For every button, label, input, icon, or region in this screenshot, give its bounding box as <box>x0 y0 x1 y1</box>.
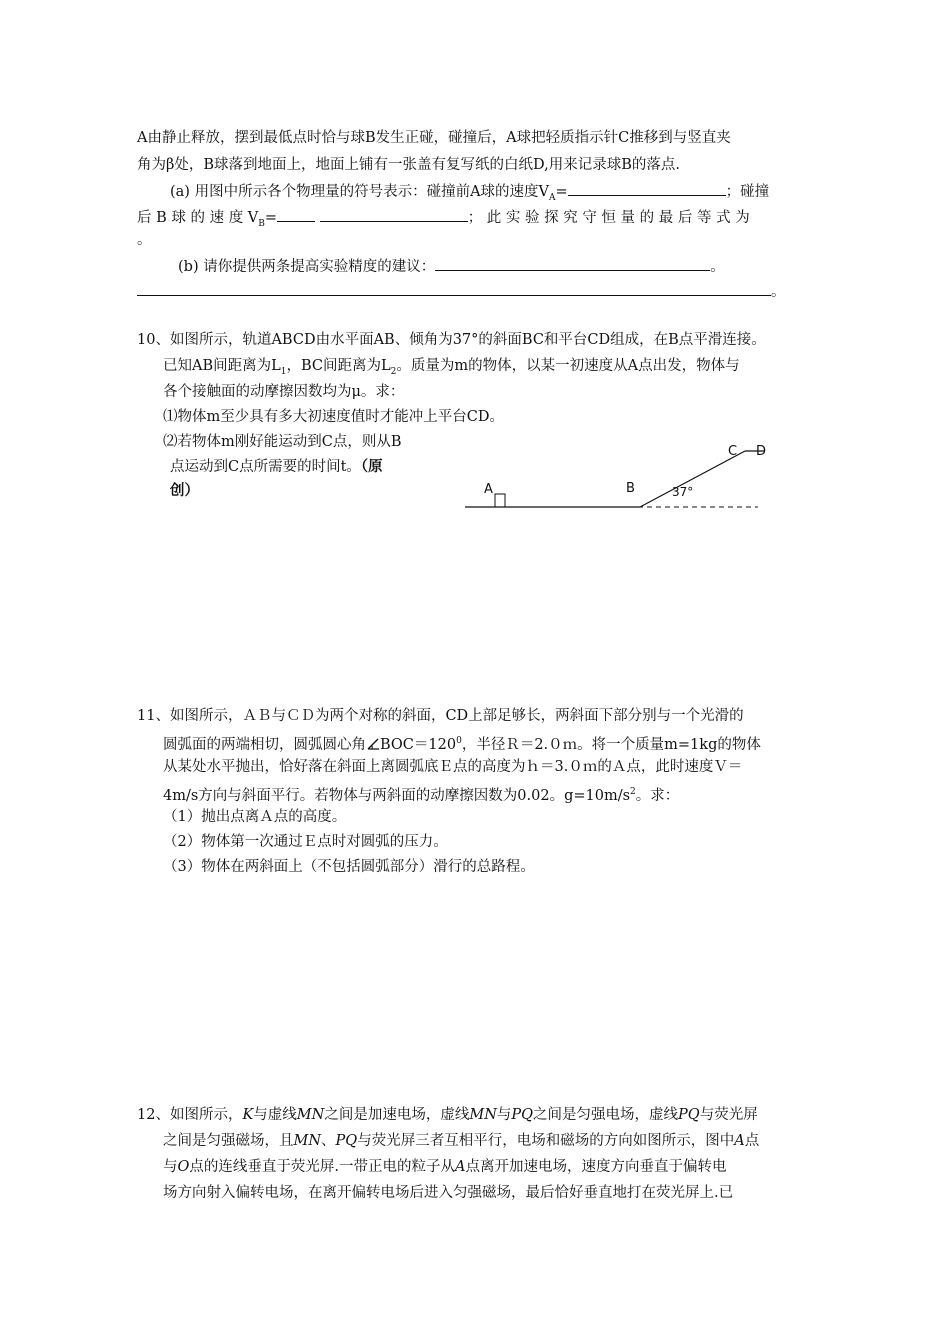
q10-track-diagram <box>460 436 770 516</box>
q9-a-eq: = <box>555 184 568 200</box>
q10-line-3: 各个接触面的动摩擦因数均为μ。求： <box>163 384 405 400</box>
q12-l1-c: 之间是加速电场，虚线 <box>324 1107 470 1123</box>
q12-l3-b: 点的连线垂直于荧光屏.一带正电的粒子从 <box>189 1159 455 1175</box>
q10-p2c-text: （原 <box>360 458 383 475</box>
answer-blank-va[interactable] <box>568 181 726 196</box>
q12-line-4: 场方向射入偏转电场，在离开偏转电场后进入匀强磁场，最后恰好垂直地打在荧光屏上.已 <box>163 1185 734 1201</box>
q11-line-4 <box>163 782 679 806</box>
q12-l2-mn: MN <box>293 1133 322 1149</box>
q12-l1-b: 与虚线 <box>253 1107 297 1123</box>
q9-part-a-line-1 <box>170 181 769 208</box>
q12-l2-a: 之间是匀强磁场，且 <box>163 1133 294 1149</box>
q9-part-b <box>178 256 725 277</box>
label-b: B <box>626 481 635 496</box>
answer-blank-vb-1[interactable] <box>277 207 315 222</box>
block-a <box>495 494 505 507</box>
q12-l3-a-pt: A <box>455 1159 466 1175</box>
q9-a2-mid: ； 此 实 验 探 究 守 恒 量 的 最 后 等 式 为 <box>467 210 750 226</box>
q9-a-text: (a) 用图中所示各个物理量的符号表示：碰撞前A球的速度V <box>170 184 550 200</box>
q10-part-2-b <box>170 457 383 477</box>
q12-l3-a: 与 <box>163 1159 178 1175</box>
q11-l2-pre: 圆弧面的两端相切，圆弧圆心角 <box>163 736 366 753</box>
q11-l4-sup: 2 <box>630 787 636 797</box>
q11-l2-post: BOC＝120 <box>380 736 457 753</box>
q11-part-1: （1）抛出点离Ａ点的高度。 <box>163 809 347 825</box>
angle-symbol-icon <box>366 737 380 751</box>
q9-a2-eq: = <box>264 210 278 226</box>
label-c: C <box>728 444 738 459</box>
answer-blank-suggestion-2[interactable] <box>137 281 771 296</box>
q12-l3-c: 点离开加速电场，速度方向垂直于偏转电 <box>465 1159 727 1175</box>
q12-l2-pq: PQ <box>335 1133 358 1149</box>
label-d: D <box>756 444 767 459</box>
q11-line-3: 从某处水平抛出，恰好落在斜面上离圆弧底Ｅ点的高度为ｈ＝3.０ｍ的Ａ点，此时速度Ｖ＝ <box>163 759 743 775</box>
q10-l2a: 已知AB间距离为L <box>163 358 281 374</box>
q10-line-2 <box>163 356 740 382</box>
q12-l1-f: 与荧光屏 <box>699 1107 758 1123</box>
q9-a-post: ；碰撞 <box>725 184 770 200</box>
q12-l3-o: O <box>177 1159 190 1175</box>
q11-l4-post: 。求： <box>635 787 680 804</box>
q10-l2b: ，BC间距离为L <box>286 358 391 374</box>
q12-line-2 <box>163 1131 759 1151</box>
q9-a2-sub: B <box>258 218 265 229</box>
q12-l2-d: 点 <box>744 1133 760 1149</box>
q11-line-2 <box>163 731 761 755</box>
angle-label: 37° <box>672 485 694 499</box>
q9-b-end: 。 <box>710 259 725 275</box>
q10-l2-sub2: 2 <box>390 366 397 377</box>
q10-p2b-text: 点运动到C点所需要的时间t。 <box>170 459 361 475</box>
q11-l2-sup: 0 <box>456 736 462 746</box>
q9-part-a-line-3: 。 <box>137 232 152 248</box>
q11-part-3: （3）物体在两斜面上（不包括圆弧部分）滑行的总路程。 <box>163 859 535 875</box>
q11-line-1: 11、如图所示，ＡＢ与ＣＤ为两个对称的斜面，CD上部足够长，两斜面下部分别与一个光滑的 <box>137 708 744 724</box>
q10-line-1: 10、如图所示，轨道ABCD由水平面AB、倾角为37°的斜面BC和平台CD组成，在B点平滑连接。 <box>137 332 766 348</box>
label-a: A <box>484 482 493 497</box>
q9-line-2: 角为β处，B球落到地面上，地面上铺有一张盖有复写纸的白纸D,用来记录球B的落点. <box>137 157 681 173</box>
q9-part-a-line-2 <box>137 207 750 234</box>
q12-line-1 <box>137 1105 758 1125</box>
q12-l1-mn2: MN <box>469 1107 497 1123</box>
q9-b-text: (b) 请你提供两条提高实验精度的建议： <box>178 259 436 275</box>
q12-l1-a: 12、如图所示， <box>137 1107 243 1123</box>
q12-l1-k: K <box>242 1107 254 1123</box>
q10-part-2-c: 创） <box>170 482 199 499</box>
q12-l1-pq: PQ <box>511 1107 534 1123</box>
q9-b-end2: 。 <box>771 284 786 300</box>
q9-part-b-line-2 <box>137 281 786 302</box>
q12-l2-b: 、 <box>321 1133 336 1149</box>
q12-l1-mn: MN <box>296 1107 325 1123</box>
q11-l4-pre: 4m/s方向与斜面平行。若物体与两斜面的动摩擦因数为0.02。g=10m/s <box>163 787 631 804</box>
q10-part-2-a: ⑵若物体m刚好能运动到C点，则从B <box>163 434 402 450</box>
q12-l1-d: 与 <box>496 1107 512 1123</box>
q9-a2-text: 后 B 球 的 速 度 V <box>137 210 259 226</box>
q12-l2-a-pt: A <box>734 1133 745 1149</box>
q10-l2c: 。质量为m的物体，以某一初速度从A点出发，物体与 <box>396 358 740 374</box>
q12-l2-c: 与荧光屏三者互相平行，电场和磁场的方向如图所示，图中 <box>357 1133 735 1149</box>
answer-blank-vb-2[interactable] <box>320 207 468 222</box>
q9-line-1: A由静止释放，摆到最低点时恰与球B发生正碰，碰撞后，A球把轻质指示针C推移到与竖直夹 <box>137 130 731 146</box>
q11-part-2: （2）物体第一次通过Ｅ点时对圆弧的压力。 <box>163 834 448 850</box>
answer-blank-suggestion-1[interactable] <box>435 256 710 271</box>
q12-l1-pq2: PQ <box>678 1107 700 1123</box>
q12-l1-e: 之间是匀强电场，虚线 <box>533 1107 679 1123</box>
q10-part-1: ⑴物体m至少具有多大初速度值时才能冲上平台CD。 <box>163 409 504 425</box>
q9-a-sub: A <box>549 192 556 203</box>
q11-l2-tail: ，半径Ｒ＝2.０ｍ。将一个质量m=1kg的物体 <box>461 736 761 753</box>
q10-l2-sub1: 1 <box>280 366 287 377</box>
q12-line-3 <box>163 1157 726 1177</box>
